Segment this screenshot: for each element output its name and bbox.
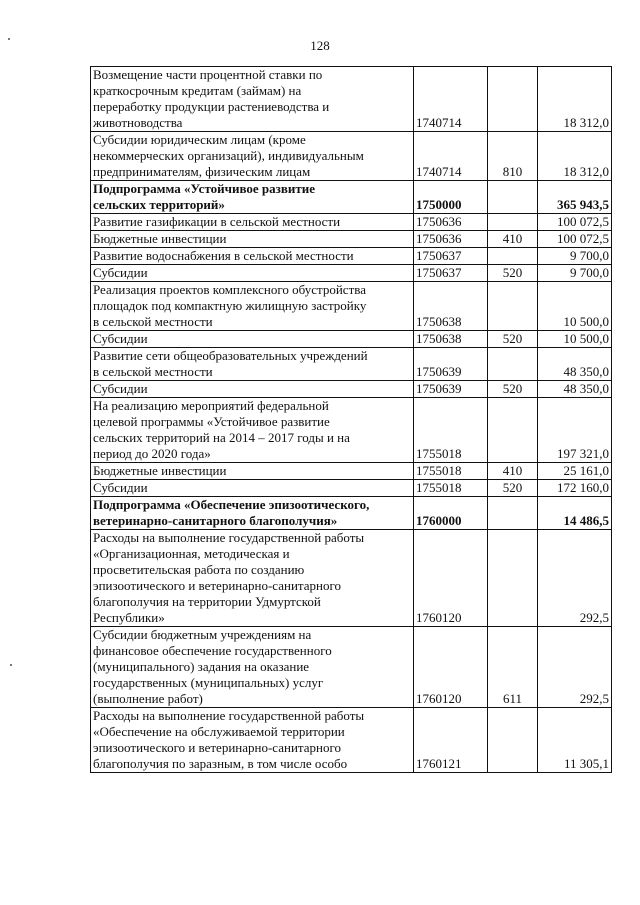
item-name-line: Расходы на выполнение государственной работы <box>93 708 365 723</box>
expense-type-code <box>488 67 538 132</box>
target-article-code: 1750638 <box>414 282 488 331</box>
item-name-line: эпизоотического и ветеринарно-санитарного <box>93 578 341 593</box>
item-name-line: целевой программы «Устойчивое развитие <box>93 414 330 429</box>
margin-speck <box>8 38 10 40</box>
amount: 100 072,5 <box>538 231 612 248</box>
item-name-line: Возмещение части процентной ставки по <box>93 67 323 82</box>
expense-type-code <box>488 398 538 463</box>
table-row <box>91 282 612 331</box>
target-article-code: 1760120 <box>414 627 488 708</box>
expense-type-code: 520 <box>488 331 538 348</box>
item-name <box>91 265 414 282</box>
item-name-line: Развитие водоснабжения в сельской местности <box>93 248 354 263</box>
item-name-line: благополучия по заразным, в том числе особо <box>93 756 348 771</box>
expense-type-code <box>488 248 538 265</box>
table-row <box>91 181 612 214</box>
target-article-code: 1750637 <box>414 265 488 282</box>
table-row <box>91 398 612 463</box>
item-name <box>91 132 414 181</box>
budget-table-body <box>91 67 612 773</box>
target-article-code: 1755018 <box>414 480 488 497</box>
item-name-line: сельских территорий на 2014 – 2017 годы и на <box>93 430 350 445</box>
item-name-line: благополучия на территории Удмуртской <box>93 594 321 609</box>
item-name <box>91 398 414 463</box>
target-article-code: 1750000 <box>414 181 488 214</box>
item-name-line: (выполнение работ) <box>93 691 203 706</box>
target-article-code: 1750636 <box>414 231 488 248</box>
amount: 197 321,0 <box>538 398 612 463</box>
target-article-code: 1760120 <box>414 530 488 627</box>
target-article-code: 1755018 <box>414 398 488 463</box>
item-name-line: краткосрочным кредитам (займам) на <box>93 83 302 98</box>
amount: 48 350,0 <box>538 381 612 398</box>
item-name-line: Субсидии юридическим лицам (кроме <box>93 132 306 147</box>
expense-type-code: 520 <box>488 265 538 282</box>
item-name-line: государственных (муниципальных) услуг <box>93 675 324 690</box>
item-name-line: Расходы на выполнение государственной работы <box>93 530 365 545</box>
amount: 14 486,5 <box>538 497 612 530</box>
expense-type-code: 410 <box>488 231 538 248</box>
table-row <box>91 463 612 480</box>
target-article-code: 1740714 <box>414 132 488 181</box>
expense-type-code <box>488 348 538 381</box>
table-row <box>91 248 612 265</box>
item-name-line: некоммерческих организаций), индивидуальным <box>93 148 364 163</box>
expense-type-code <box>488 530 538 627</box>
target-article-code: 1760121 <box>414 708 488 773</box>
amount: 25 161,0 <box>538 463 612 480</box>
item-name <box>91 331 414 348</box>
item-name-line: сельских территорий» <box>93 197 225 212</box>
expense-type-code <box>488 282 538 331</box>
item-name <box>91 530 414 627</box>
item-name <box>91 381 414 398</box>
expense-type-code <box>488 708 538 773</box>
item-name-line: Субсидии бюджетным учреждениям на <box>93 627 312 642</box>
table-row <box>91 381 612 398</box>
table-row <box>91 214 612 231</box>
amount: 9 700,0 <box>538 265 612 282</box>
item-name-line: в сельской местности <box>93 364 213 379</box>
expense-type-code: 810 <box>488 132 538 181</box>
item-name <box>91 348 414 381</box>
item-name-line: предпринимателям, физическим лицам <box>93 164 311 179</box>
item-name-line: Бюджетные инвестиции <box>93 231 227 246</box>
item-name <box>91 708 414 773</box>
item-name-line: животноводства <box>93 115 183 130</box>
target-article-code: 1755018 <box>414 463 488 480</box>
item-name-line: (муниципального) задания на оказание <box>93 659 310 674</box>
item-name <box>91 181 414 214</box>
item-name-line: Бюджетные инвестиции <box>93 463 227 478</box>
budget-table <box>90 66 612 773</box>
item-name-line: Развитие газификации в сельской местности <box>93 214 341 229</box>
item-name-line: «Организационная, методическая и <box>93 546 290 561</box>
target-article-code: 1760000 <box>414 497 488 530</box>
page-number: 128 <box>310 38 330 53</box>
item-name-line: Субсидии <box>93 265 148 280</box>
item-name-line: в сельской местности <box>93 314 213 329</box>
item-name <box>91 627 414 708</box>
item-name-line: ветеринарно-санитарного благополучия» <box>93 513 338 528</box>
expense-type-code: 520 <box>488 480 538 497</box>
amount: 100 072,5 <box>538 214 612 231</box>
expense-type-code: 410 <box>488 463 538 480</box>
item-name-line: Субсидии <box>93 381 148 396</box>
target-article-code: 1740714 <box>414 67 488 132</box>
item-name-line: переработку продукции растениеводства и <box>93 99 330 114</box>
item-name-line: просветительская работа по созданию <box>93 562 305 577</box>
item-name-line: Республики» <box>93 610 165 625</box>
amount: 18 312,0 <box>538 67 612 132</box>
item-name <box>91 497 414 530</box>
target-article-code: 1750638 <box>414 331 488 348</box>
amount: 11 305,1 <box>538 708 612 773</box>
expense-type-code <box>488 214 538 231</box>
target-article-code: 1750639 <box>414 348 488 381</box>
amount: 365 943,5 <box>538 181 612 214</box>
item-name-line: На реализацию мероприятий федеральной <box>93 398 329 413</box>
item-name <box>91 67 414 132</box>
item-name <box>91 480 414 497</box>
target-article-code: 1750639 <box>414 381 488 398</box>
table-row <box>91 348 612 381</box>
table-row <box>91 480 612 497</box>
item-name-line: эпизоотического и ветеринарно-санитарного <box>93 740 341 755</box>
target-article-code: 1750637 <box>414 248 488 265</box>
table-row <box>91 331 612 348</box>
item-name <box>91 282 414 331</box>
item-name <box>91 214 414 231</box>
item-name-line: Субсидии <box>93 331 148 346</box>
item-name-line: Реализация проектов комплексного обустройства <box>93 282 366 297</box>
amount: 48 350,0 <box>538 348 612 381</box>
table-row <box>91 231 612 248</box>
item-name-line: Подпрограмма «Обеспечение эпизоотического, <box>93 497 370 512</box>
expense-type-code: 611 <box>488 627 538 708</box>
table-row <box>91 708 612 773</box>
item-name-line: Субсидии <box>93 480 148 495</box>
table-row <box>91 132 612 181</box>
amount: 9 700,0 <box>538 248 612 265</box>
expense-type-code: 520 <box>488 381 538 398</box>
amount: 10 500,0 <box>538 331 612 348</box>
target-article-code: 1750636 <box>414 214 488 231</box>
item-name-line: финансовое обеспечение государственного <box>93 643 332 658</box>
table-row <box>91 497 612 530</box>
expense-type-code <box>488 497 538 530</box>
item-name-line: Подпрограмма «Устойчивое развитие <box>93 181 316 196</box>
item-name-line: «Обеспечение на обслуживаемой территории <box>93 724 345 739</box>
table-row <box>91 530 612 627</box>
item-name-line: Развитие сети общеобразовательных учреждений <box>93 348 368 363</box>
item-name <box>91 231 414 248</box>
amount: 292,5 <box>538 627 612 708</box>
table-row <box>91 627 612 708</box>
table-row <box>91 265 612 282</box>
margin-speck <box>10 664 12 666</box>
item-name-line: площадок под компактную жилищную застройку <box>93 298 367 313</box>
amount: 172 160,0 <box>538 480 612 497</box>
item-name-line: период до 2020 года» <box>93 446 211 461</box>
amount: 18 312,0 <box>538 132 612 181</box>
amount: 10 500,0 <box>538 282 612 331</box>
expense-type-code <box>488 181 538 214</box>
amount: 292,5 <box>538 530 612 627</box>
item-name <box>91 248 414 265</box>
item-name <box>91 463 414 480</box>
table-row <box>91 67 612 132</box>
